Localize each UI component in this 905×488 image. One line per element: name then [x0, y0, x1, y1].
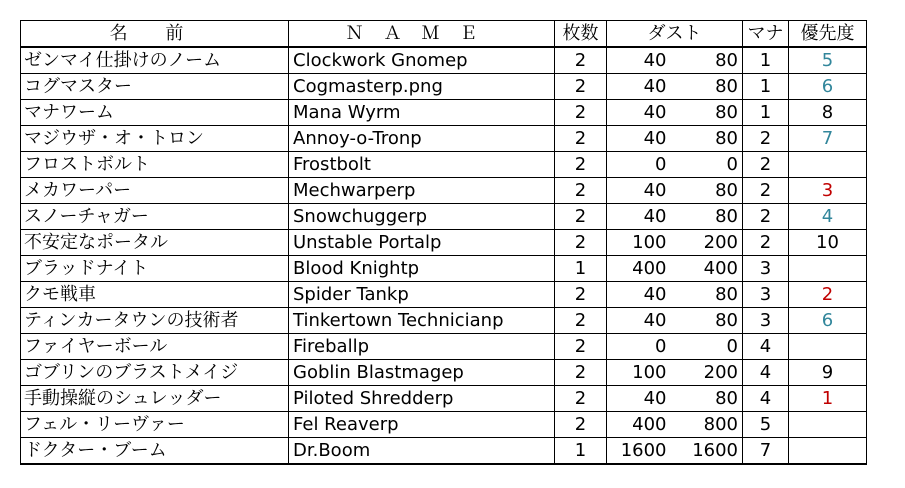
card-count: 2 [555, 282, 607, 308]
table-row [21, 282, 867, 308]
card-dust-normal: 0 [607, 334, 671, 360]
card-priority: 7 [789, 126, 867, 152]
card-priority: 2 [789, 282, 867, 308]
table-row [21, 204, 867, 230]
card-mana: 7 [743, 438, 789, 465]
card-dust-golden: 0 [671, 152, 743, 178]
card-dust-normal: 40 [607, 204, 671, 230]
header-mana: マナ [743, 21, 789, 48]
card-count: 2 [555, 230, 607, 256]
card-dust-golden: 80 [671, 282, 743, 308]
card-name-en: Goblin Blastmagep [289, 360, 555, 386]
card-priority: 5 [789, 47, 867, 74]
header-name-en: ＮＡＭＥ [289, 21, 555, 48]
card-mana: 5 [743, 412, 789, 438]
card-dust-normal: 100 [607, 230, 671, 256]
card-dust-golden: 800 [671, 412, 743, 438]
header-priority: 優先度 [789, 21, 867, 48]
card-dust-golden: 200 [671, 360, 743, 386]
card-name-jp: ゼンマイ仕掛けのノーム [21, 47, 289, 74]
card-name-en: Cogmasterp.png [289, 74, 555, 100]
card-name-jp: コグマスター [21, 74, 289, 100]
card-name-jp: マナワーム [21, 100, 289, 126]
card-name-jp: メカワーパー [21, 178, 289, 204]
table-row [21, 74, 867, 100]
card-count: 1 [555, 256, 607, 282]
card-mana: 2 [743, 204, 789, 230]
card-name-en: Frostbolt [289, 152, 555, 178]
card-dust-normal: 400 [607, 412, 671, 438]
card-name-jp: マジウザ・オ・トロン [21, 126, 289, 152]
card-rows [21, 47, 867, 464]
card-dust-normal: 400 [607, 256, 671, 282]
card-dust-golden: 80 [671, 178, 743, 204]
header-name-jp: 名 前 [21, 21, 289, 48]
card-dust-golden: 80 [671, 47, 743, 74]
card-name-jp: ファイヤーボール [21, 334, 289, 360]
card-priority [789, 334, 867, 360]
card-dust-normal: 40 [607, 126, 671, 152]
card-mana: 2 [743, 230, 789, 256]
card-name-jp: ドクター・ブーム [21, 438, 289, 465]
card-dust-golden: 400 [671, 256, 743, 282]
card-priority: 6 [789, 74, 867, 100]
card-count: 2 [555, 126, 607, 152]
card-priority: 9 [789, 360, 867, 386]
card-priority: 10 [789, 230, 867, 256]
card-mana: 2 [743, 126, 789, 152]
card-name-en: Clockwork Gnomep [289, 47, 555, 74]
card-priority: 4 [789, 204, 867, 230]
card-name-en: Mana Wyrm [289, 100, 555, 126]
card-dust-normal: 40 [607, 74, 671, 100]
table-row [21, 334, 867, 360]
card-dust-golden: 80 [671, 74, 743, 100]
card-mana: 1 [743, 74, 789, 100]
card-name-en: Spider Tankp [289, 282, 555, 308]
card-name-jp: ティンカータウンの技術者 [21, 308, 289, 334]
card-priority [789, 256, 867, 282]
card-list-table [20, 20, 867, 465]
card-priority: 6 [789, 308, 867, 334]
card-count: 2 [555, 74, 607, 100]
card-dust-golden: 80 [671, 100, 743, 126]
card-mana: 3 [743, 282, 789, 308]
card-name-en: Unstable Portalp [289, 230, 555, 256]
card-name-jp: フェル・リーヴァー [21, 412, 289, 438]
card-count: 2 [555, 178, 607, 204]
card-mana: 4 [743, 386, 789, 412]
card-dust-normal: 40 [607, 100, 671, 126]
card-priority: 8 [789, 100, 867, 126]
card-name-en: Snowchuggerp [289, 204, 555, 230]
card-priority [789, 438, 867, 465]
table-row [21, 152, 867, 178]
card-dust-normal: 40 [607, 386, 671, 412]
card-name-en: Tinkertown Technicianp [289, 308, 555, 334]
card-mana: 3 [743, 308, 789, 334]
card-dust-golden: 0 [671, 334, 743, 360]
card-count: 2 [555, 204, 607, 230]
header-row [21, 21, 867, 48]
card-name-en: Dr.Boom [289, 438, 555, 465]
card-name-jp: 不安定なポータル [21, 230, 289, 256]
table-row [21, 438, 867, 465]
card-dust-normal: 40 [607, 178, 671, 204]
table-row [21, 100, 867, 126]
table-row [21, 386, 867, 412]
card-dust-normal: 40 [607, 308, 671, 334]
header-dust: ダスト [607, 21, 743, 48]
card-dust-golden: 1600 [671, 438, 743, 465]
card-name-en: Annoy-o-Tronp [289, 126, 555, 152]
card-dust-golden: 200 [671, 230, 743, 256]
card-priority [789, 412, 867, 438]
card-name-jp: 手動操縦のシュレッダー [21, 386, 289, 412]
table-row [21, 412, 867, 438]
card-dust-normal: 100 [607, 360, 671, 386]
card-name-en: Mechwarperp [289, 178, 555, 204]
header-count: 枚数 [555, 21, 607, 48]
card-count: 2 [555, 308, 607, 334]
card-dust-normal: 40 [607, 282, 671, 308]
card-name-jp: ブラッドナイト [21, 256, 289, 282]
card-mana: 2 [743, 152, 789, 178]
card-mana: 3 [743, 256, 789, 282]
card-name-en: Blood Knightp [289, 256, 555, 282]
table-row [21, 178, 867, 204]
card-name-jp: ゴブリンのブラストメイジ [21, 360, 289, 386]
card-name-en: Fel Reaverp [289, 412, 555, 438]
card-count: 2 [555, 47, 607, 74]
card-name-jp: フロストボルト [21, 152, 289, 178]
card-mana: 4 [743, 334, 789, 360]
table-row [21, 126, 867, 152]
card-mana: 1 [743, 100, 789, 126]
card-name-en: Fireballp [289, 334, 555, 360]
card-count: 1 [555, 438, 607, 465]
card-count: 2 [555, 152, 607, 178]
card-mana: 4 [743, 360, 789, 386]
table-row [21, 256, 867, 282]
card-name-jp: クモ戦車 [21, 282, 289, 308]
card-count: 2 [555, 360, 607, 386]
card-count: 2 [555, 386, 607, 412]
table-row [21, 308, 867, 334]
card-priority [789, 152, 867, 178]
card-name-en: Piloted Shredderp [289, 386, 555, 412]
card-mana: 1 [743, 47, 789, 74]
card-name-jp: スノーチャガー [21, 204, 289, 230]
card-count: 2 [555, 100, 607, 126]
card-dust-golden: 80 [671, 308, 743, 334]
card-dust-golden: 80 [671, 126, 743, 152]
table-row [21, 230, 867, 256]
card-priority: 3 [789, 178, 867, 204]
card-priority: 1 [789, 386, 867, 412]
card-dust-normal: 0 [607, 152, 671, 178]
card-dust-normal: 40 [607, 47, 671, 74]
card-dust-golden: 80 [671, 386, 743, 412]
card-dust-normal: 1600 [607, 438, 671, 465]
table-row [21, 47, 867, 74]
card-dust-golden: 80 [671, 204, 743, 230]
table-row [21, 360, 867, 386]
card-mana: 2 [743, 178, 789, 204]
card-count: 2 [555, 412, 607, 438]
card-count: 2 [555, 334, 607, 360]
